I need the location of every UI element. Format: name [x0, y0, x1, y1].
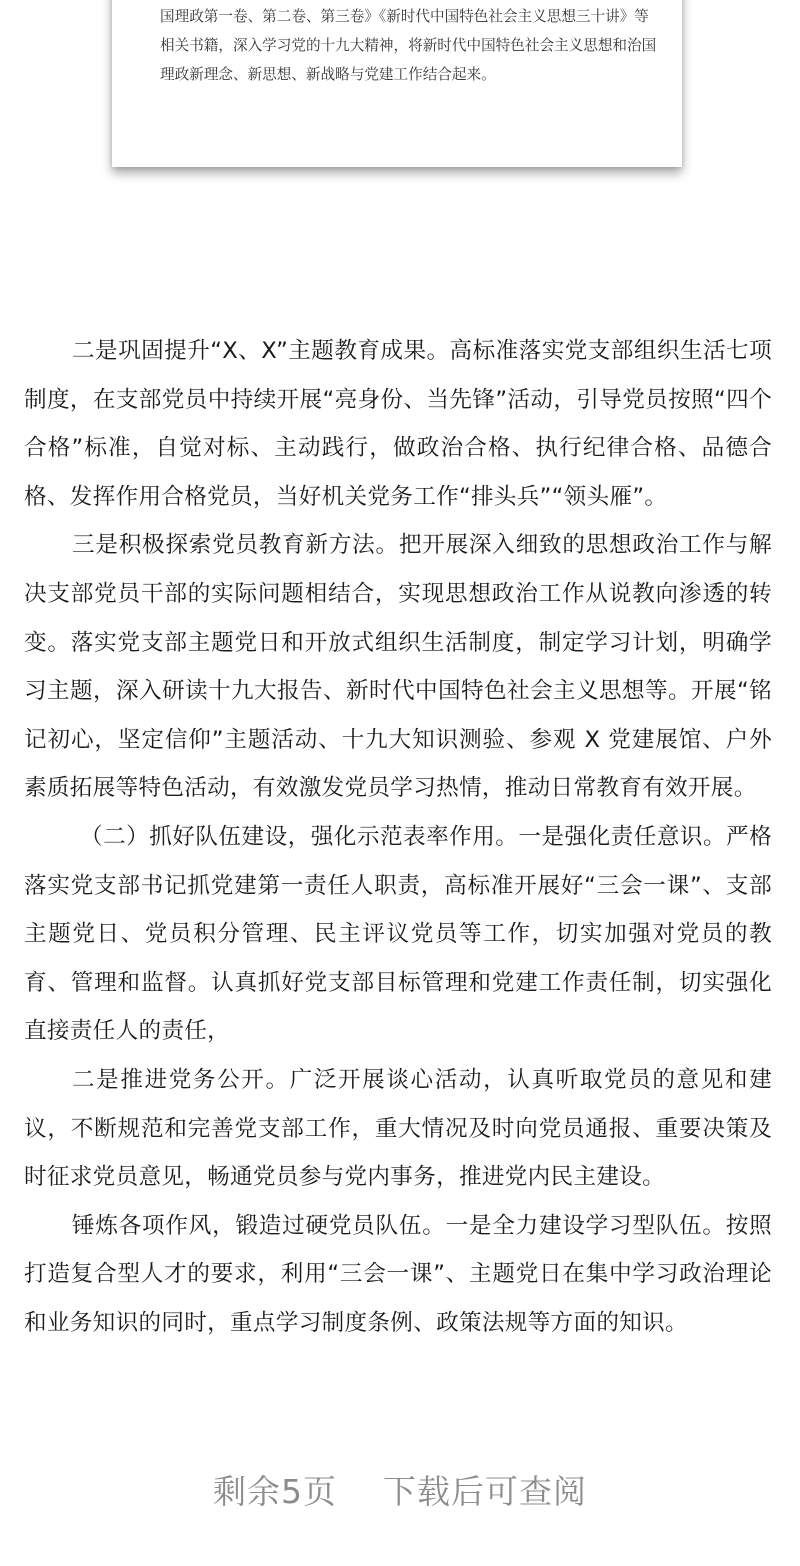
remaining-pages-label: 剩余5页 — [213, 1472, 338, 1511]
download-hint-label: 下载后可查阅 — [382, 1472, 587, 1511]
document-body — [24, 327, 772, 1347]
paragraph-work-style: 锤炼各项作风，锻造过硬党员队伍。一是全力建设学习型队伍。按照打造复合型人才的要求，利用“三会一课”、主题党日在集中学习政治理论和业务知识的同时，重点学习制度条例、政策法规等方面的知识。 — [24, 1212, 772, 1336]
paragraph-team-building: （二）抓好队伍建设，强化示范表率作用。一是强化责任意识。严格落实党支部书记抓党建第一责任人职责，高标准开展好“三会一课”、支部主题党日、党员积分管理、民主评议党员等工作，切实加强对党员的教育、管理和监督。认真抓好党支部目标管理和党建工作责任制，切实强化直接责任人的责任， — [24, 823, 772, 1045]
paragraph-explore-methods: 三是积极探索党员教育新方法。把开展深入细致的思想政治工作与解决支部党员干部的实际问题相结合，实现思想政治工作从说教向渗透的转变。落实党支部主题党日和开放式组织生活制度，制定学习计划，明确学习主题，深入研读十九大报告、新时代中国特色社会主义思想等。开展“铭记初心，坚定信仰”主题活动、十九大知识测验、参观 X 党建展馆、户外素质拓展等特色活动，有效激发党员学习热情，推动日常教育有效开展。 — [24, 532, 772, 802]
previous-page-text: 国理政第一卷、第二卷、第三卷》《新时代中国特色社会主义思想三十讲》等相关书籍，深入学习党的十九大精神，将新时代中国特色社会主义思想和治国理政新理念、新思想、新战略与党建工作结合起来。 — [160, 8, 657, 83]
download-prompt[interactable] — [0, 1466, 800, 1513]
paragraph-consolidate-education: 二是巩固提升“X、X”主题教育成果。高标准落实党支部组织生活七项制度，在支部党员中持续开展“亮身份、当先锋”活动，引导党员按照“四个合格”标准，自觉对标、主动践行，做政治合格、执行纪律合格、品德合格、发挥作用合格党员，当好机关党务工作“排头兵”“领头雁”。 — [24, 338, 772, 510]
previous-page-card — [112, 0, 682, 167]
paragraph-party-affairs-openness: 二是推进党务公开。广泛开展谈心活动，认真听取党员的意见和建议，不断规范和完善党支部工作，重大情况及时向党员通报、重要决策及时征求党员意见，畅通党员参与党内事务，推进党内民主建设。 — [24, 1066, 772, 1191]
